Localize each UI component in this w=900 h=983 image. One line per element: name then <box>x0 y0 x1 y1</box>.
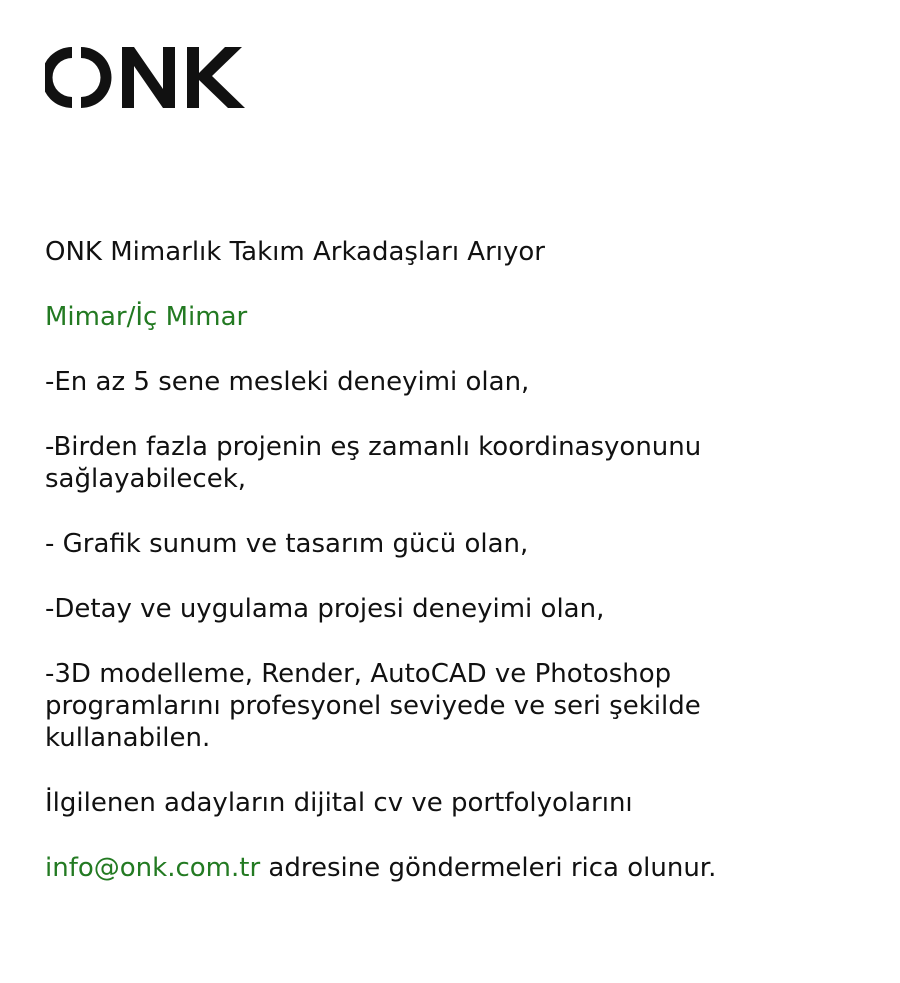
job-posting <box>45 236 855 917</box>
closing-text: İlgilenen adayların dijital cv ve portfolyolarını <box>45 788 633 818</box>
contact-line <box>45 852 855 884</box>
contact-suffix: adresine göndermeleri rica olunur. <box>260 853 717 883</box>
logo-letter-n <box>122 47 175 108</box>
position-title: Mimar/İç Mimar <box>45 302 248 332</box>
requirement-item: -Detay ve uygulama projesi deneyimi olan, <box>45 594 605 624</box>
requirement-item: - Grafik sunum ve tasarım gücü olan, <box>45 529 529 559</box>
logo-letter-o-left <box>45 47 72 108</box>
posting-heading: ONK Mimarlık Takım Arkadaşları Arıyor <box>45 237 545 267</box>
logo-letter-k <box>187 47 245 108</box>
requirement-item: -Birden fazla projenin eş zamanlı koordinasyonunu sağlayabilecek, <box>45 432 702 494</box>
requirement-item: -En az 5 sene mesleki deneyimi olan, <box>45 367 530 397</box>
onk-logo <box>45 43 245 112</box>
contact-email-link[interactable]: info@onk.com.tr <box>45 853 261 883</box>
requirement-item: -3D modelleme, Render, AutoCAD ve Photoshop programlarını profesyonel seviyede ve seri şekilde kullanabilen. <box>45 659 701 753</box>
logo-letter-o-right <box>81 47 111 108</box>
